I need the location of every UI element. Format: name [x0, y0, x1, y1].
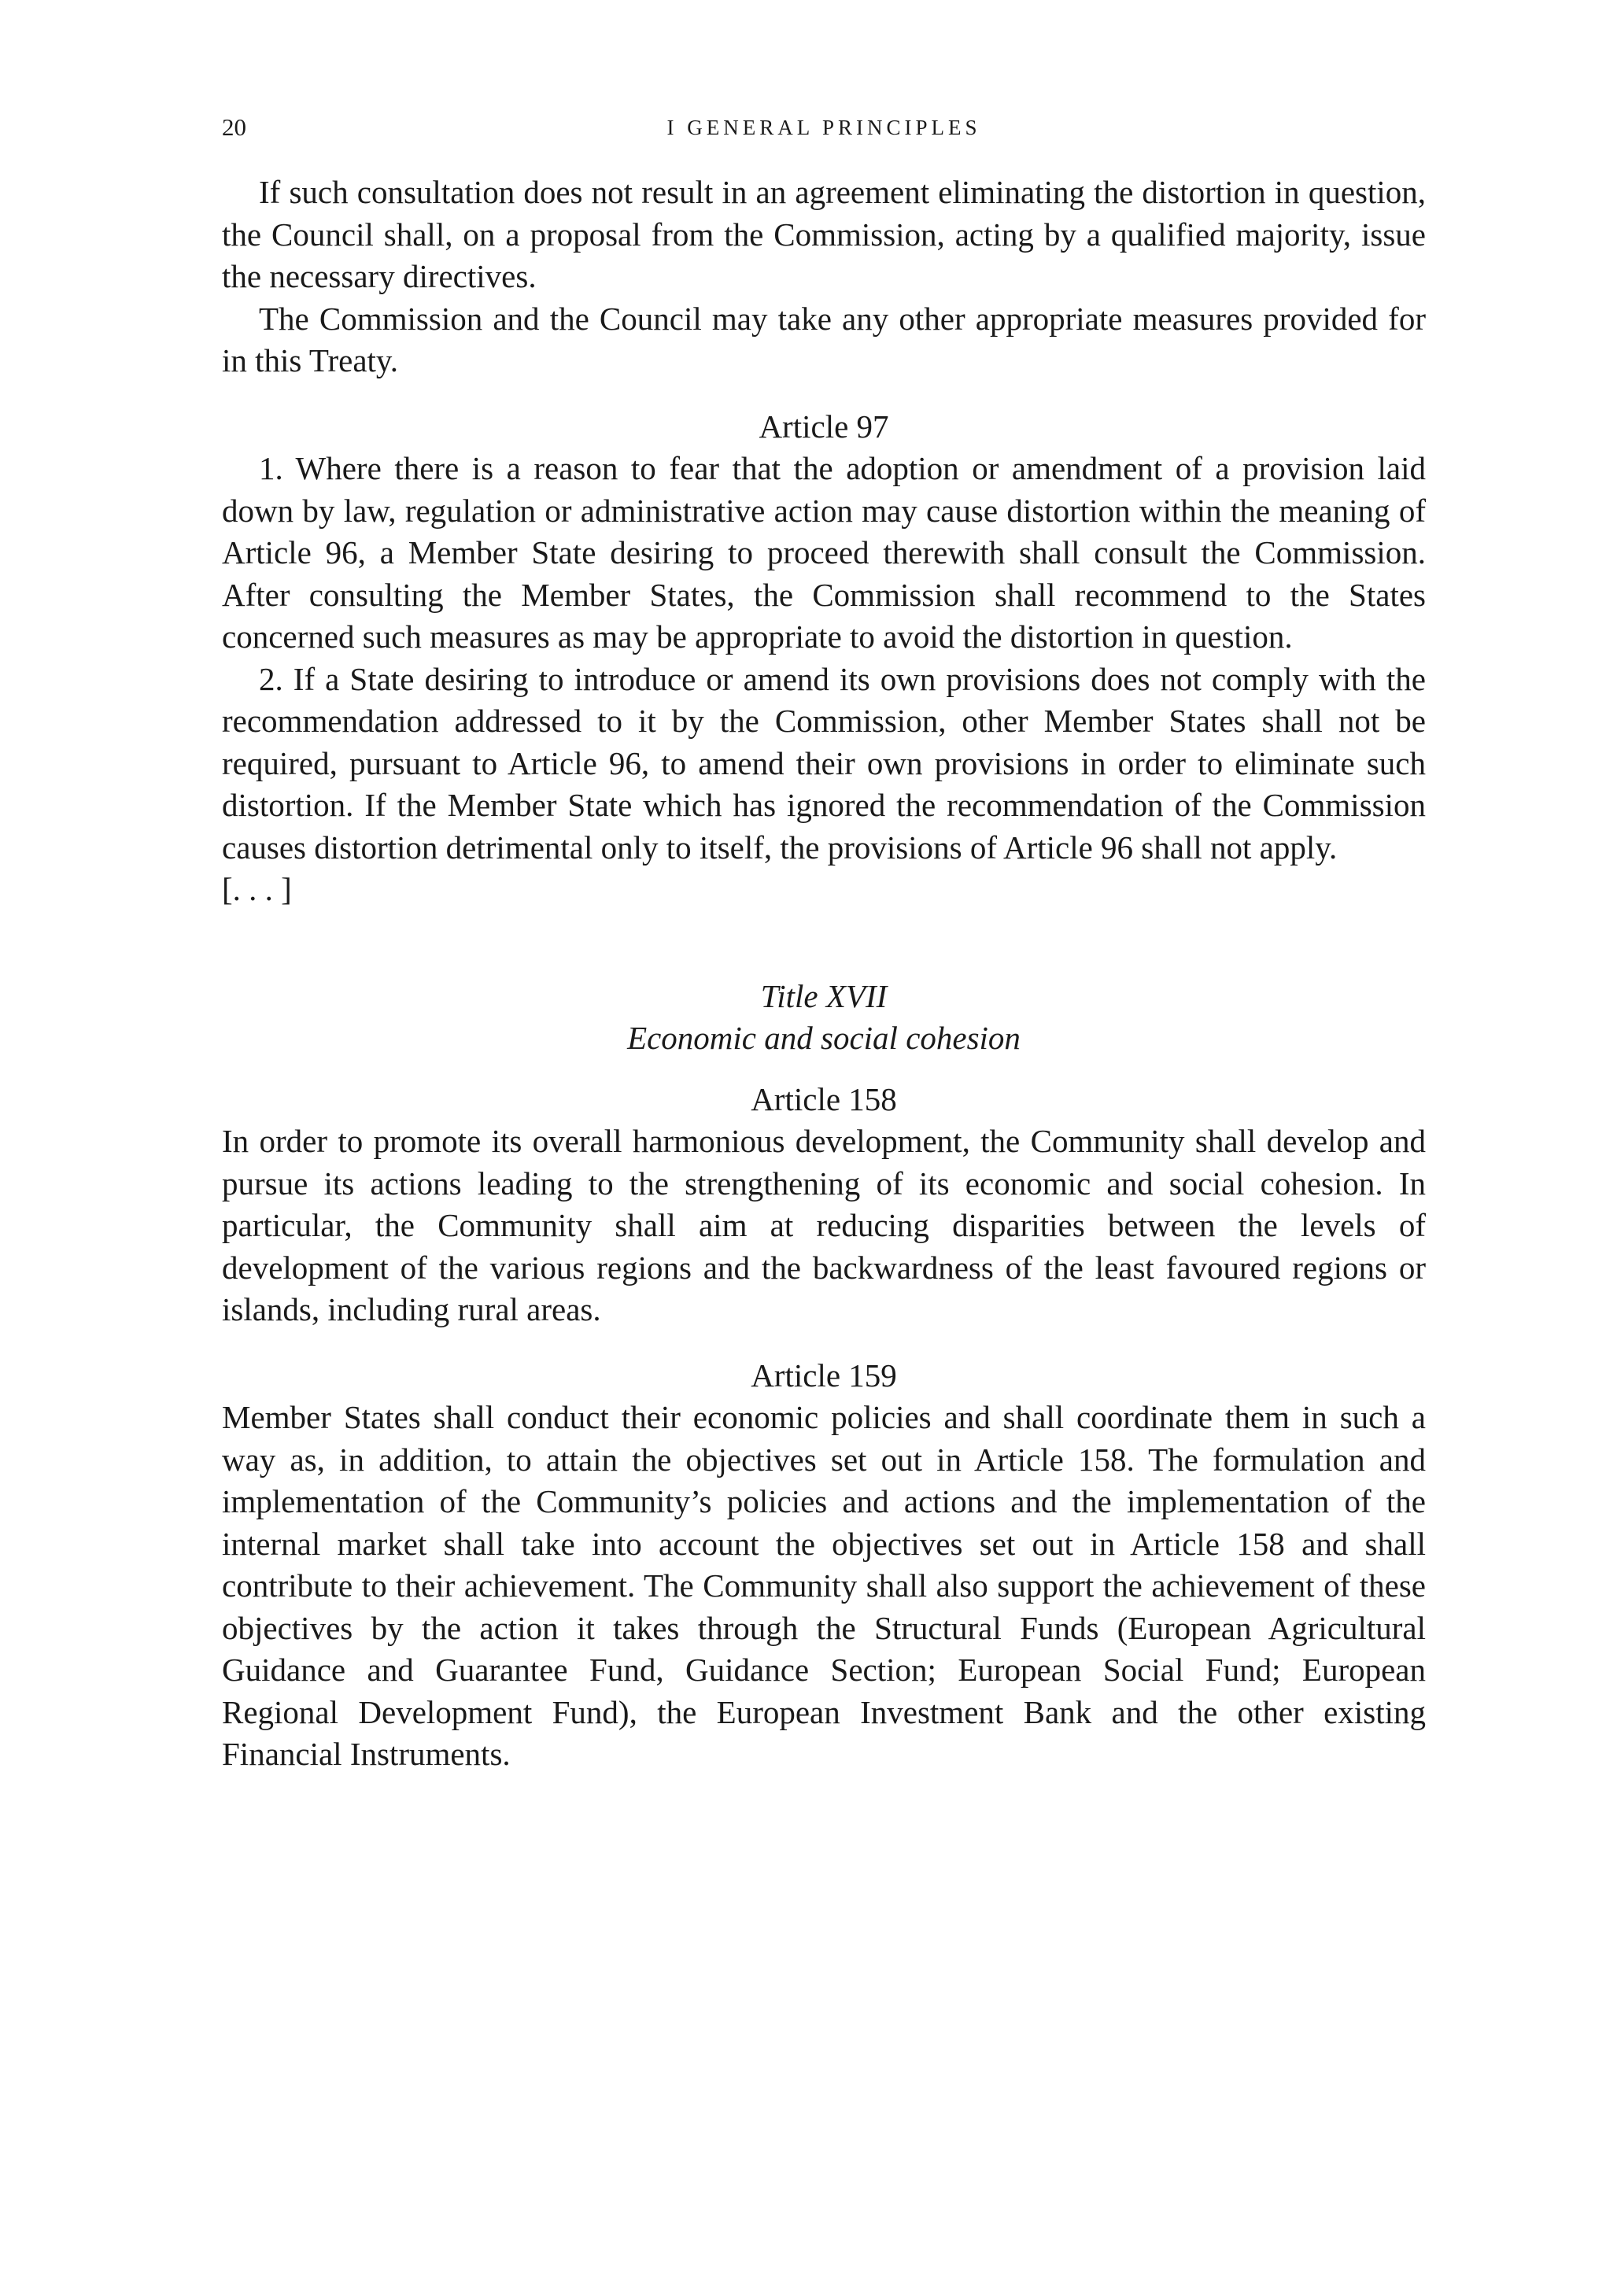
- article-159: [222, 1355, 1426, 1776]
- title-subtitle: Economic and social cohesion: [627, 1020, 1021, 1056]
- paragraph: Member States shall conduct their economic policies and shall coordinate them in such a way as, in addition, to attain the objectives set out in Article 158. The formulation and implementation of the Community’s policies and actions and the implementation of the internal market shall take into account the objectives set out in Article 158 and shall contribute to their achievement. The Community shall also support the achievement of these objectives by the action it takes through the Structural Funds (European Agricultural Guidance and Guarantee Fund, Guidance Section; European Social Fund; European Regional Development Fund), the European Investment Bank and the other existing Financial Instruments.: [222, 1399, 1426, 1772]
- paragraph: If such consultation does not result in an agreement eliminating the distortion in question, the Council shall, on a proposal from the Commission, acting by a qualified majority, issue the necessary directives.: [222, 174, 1426, 294]
- running-head: [222, 110, 1426, 145]
- article-heading: Article 159: [751, 1357, 897, 1393]
- paragraph: 1. Where there is a reason to fear that the adoption or amendment of a provision laid down by law, regulation or administrative action may cause distortion within the meaning of Article 96, a Member State desiring to proceed therewith shall consult the Commission. After consulting the Member States, the Commission shall recommend to the States concerned such measures as may be appropriate to avoid the distortion in question.: [222, 450, 1426, 655]
- running-title: I GENERAL PRINCIPLES: [666, 116, 981, 139]
- title-xvii: [222, 976, 1426, 1060]
- continuation-section: [222, 172, 1426, 382]
- paragraph: The Commission and the Council may take any other appropriate measures provided for in this Treaty.: [222, 300, 1426, 378]
- paragraph: 2. If a State desiring to introduce or amend its own provisions does not comply with the recommendation addressed to it by the Commission, other Member States shall not be required, pursuant to Article 96, to amend their own provisions in order to eliminate such distortion. If the Member State which has ignored the recommendation of the Commission causes distortion detrimental only to itself, the provisions of Article 96 shall not apply.: [222, 660, 1426, 866]
- article-heading: Article 158: [751, 1080, 897, 1117]
- page-number: 20: [222, 113, 246, 141]
- article-heading: Article 97: [759, 408, 889, 445]
- ellipsis: [. . . ]: [222, 871, 292, 907]
- title-heading: Title XVII: [760, 977, 888, 1014]
- paragraph: In order to promote its overall harmonious development, the Community shall develop and pursue its actions leading to the strengthening of its economic and social cohesion. In particular, the Community shall aim at reducing disparities between the levels of development of the various regions and the backwardness of the least favoured regions or islands, including rural areas.: [222, 1123, 1426, 1327]
- article-158: [222, 1079, 1426, 1331]
- article-97: [222, 406, 1426, 911]
- body-text: [222, 172, 1426, 1776]
